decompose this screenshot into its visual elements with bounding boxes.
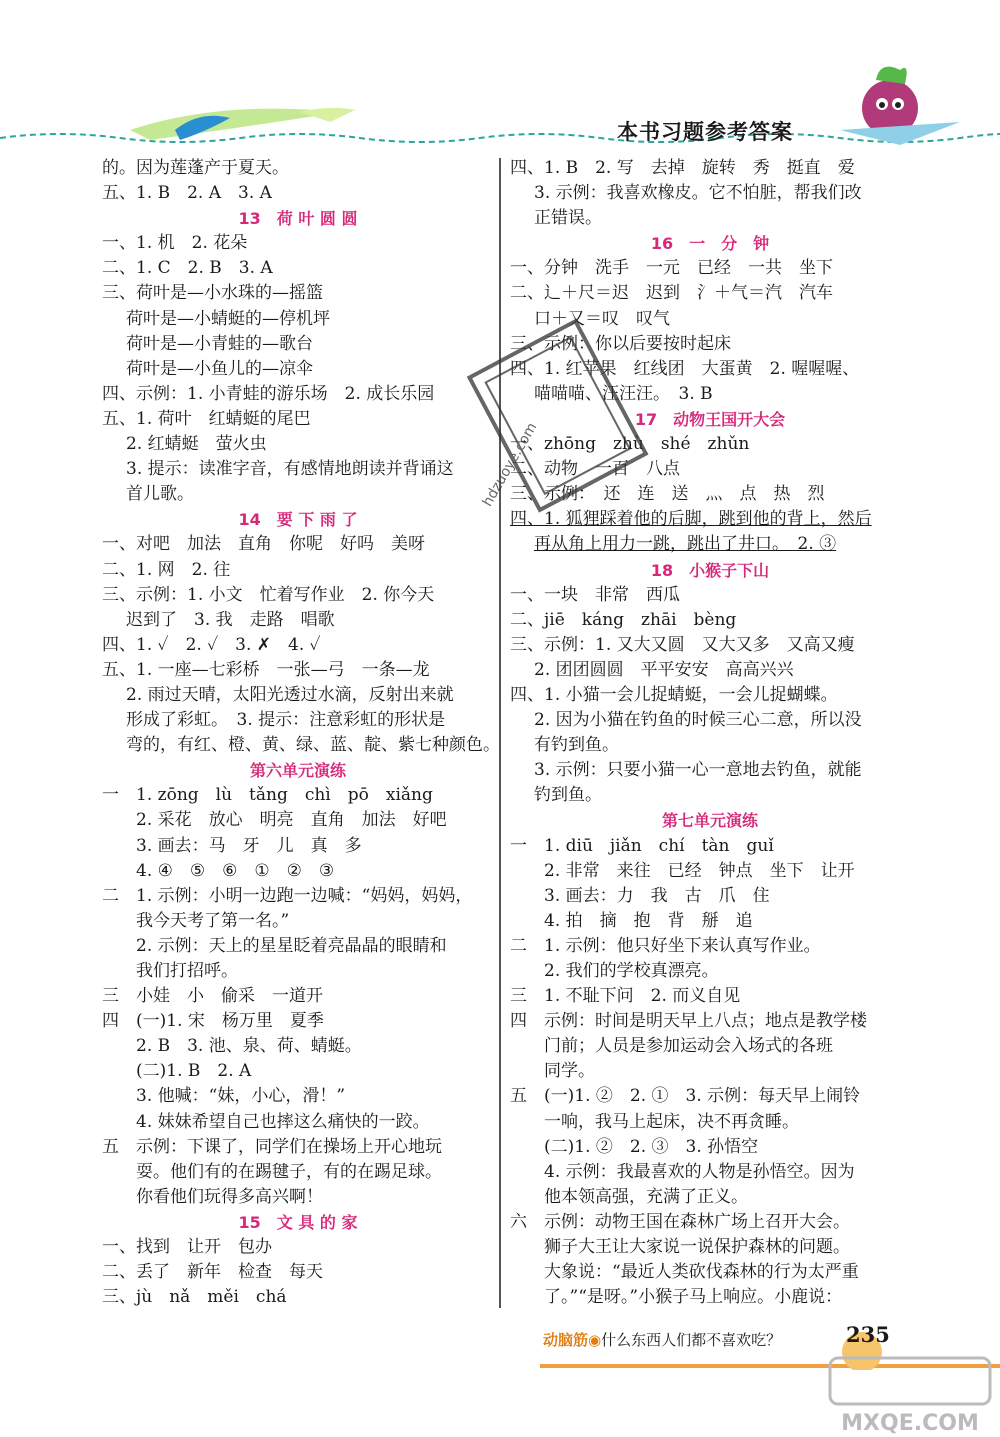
- section-heading: 17 动物王国开大会: [634, 409, 786, 429]
- answer-line: 一、找到 让开 包办: [102, 1237, 272, 1258]
- answer-line: 再从角上用力一跳，跳出了井口。 2. ③: [534, 534, 837, 555]
- answer-line: 三、示例：1. 又大又圆 又大又多 又高又瘦: [510, 634, 855, 655]
- section-heading: 第六单元演练: [249, 761, 346, 781]
- answer-line: 四 示例：时间是明天早上八点；地点是教学楼: [510, 1011, 867, 1032]
- stamp-text: hdzuoye.com: [479, 420, 541, 510]
- answer-line: 狮子大王让大家说一说保护森林的问题。: [544, 1237, 850, 1258]
- answer-line: 三、示例： 还 连 送 灬 点 热 烈: [510, 484, 825, 505]
- answer-line: 三、示例：你以后要按时起床: [510, 333, 731, 354]
- answer-line: 口＋又＝叹 叹气: [534, 308, 670, 329]
- answer-line: 3. 提示：读准字音，有感情地朗读并背诵这: [126, 459, 454, 480]
- answer-line: 形成了彩虹。 3. 提示：注意彩虹的形状是: [126, 710, 446, 731]
- answer-line: 大象说：“最近人类砍伐森林的行为太严重: [544, 1262, 859, 1283]
- answer-line: 二 1. 示例：小明一边跑一边喊：“妈妈，妈妈，: [102, 885, 473, 906]
- answer-line: 一响，我马上起床，决不再贪睡。: [544, 1111, 799, 1132]
- answer-line: 4. ④ ⑤ ⑥ ① ② ③: [136, 860, 335, 881]
- answer-line: 门前；人员是参加运动会入场式的各班: [544, 1036, 833, 1057]
- section-heading: 第七单元演练: [661, 811, 758, 831]
- answer-line: 3. 示例：只要小猫一心一意地去钓鱼，就能: [534, 760, 862, 781]
- answer-line: 一、对吧 加法 直角 你呢 好吗 美呀: [102, 534, 425, 555]
- watermark-text: MXQE.COM: [841, 1411, 979, 1436]
- answer-line: 我们打招呼。: [136, 961, 238, 981]
- answer-line: 一、1. 机 2. 花朵: [102, 233, 248, 254]
- answer-line: 4. 拍 摘 抱 背 掰 追: [544, 910, 753, 931]
- answer-line: 四、1. B 2. 写 去掉 旋转 秀 挺直 爱: [510, 158, 855, 178]
- answer-line: 三、荷叶是—小水珠的—摇篮: [102, 283, 323, 304]
- answer-line: 四、1. ✓ 2. ✓ 3. ✗ 4. ✓: [102, 634, 321, 655]
- answer-line: 二、丢了 新年 检查 每天: [102, 1262, 323, 1283]
- answer-line: 一、一块 非常 西瓜: [510, 584, 680, 605]
- answer-line: 五 示例：下课了，同学们在操场上开心地玩: [102, 1136, 442, 1157]
- answer-line: 荷叶是—小青蛙的—歌台: [126, 333, 313, 354]
- section-heading: 18 小猴子下山: [650, 560, 770, 580]
- answer-line: 2. 团团圆圆 平平安安 高高兴兴: [534, 659, 794, 680]
- answer-line: 3. 示例：我喜欢橡皮。它不怕脏，帮我们改: [534, 183, 862, 204]
- section-heading: 13 荷 叶 圆 圆: [238, 209, 358, 229]
- answer-line: 二、动物 一百 八点: [510, 459, 680, 480]
- answer-line: 二、辶＋尺＝迟 迟到 氵＋气＝汽 汽车: [510, 283, 833, 304]
- answer-line: 荷叶是—小蜻蜓的—停机坪: [126, 308, 330, 329]
- answer-line: 钓到鱼。: [534, 785, 602, 806]
- answer-line: 二、jiē káng zhāi bèng: [510, 609, 737, 630]
- answer-line: 迟到了 3. 我 走路 唱歌: [126, 609, 335, 630]
- answer-line: 五、1. B 2. A 3. A: [102, 183, 272, 204]
- answer-line: 三 小娃 小 偷采 一道开: [102, 986, 323, 1007]
- answer-line: 2. 因为小猫在钓鱼的时候三心二意，所以没: [534, 710, 862, 731]
- answer-line: 五、1. 一座—七彩桥 一张—弓 一条—龙: [102, 659, 430, 680]
- answer-line: 六 示例：动物王国在森林广场上召开大会。: [510, 1211, 850, 1232]
- answer-line: 五 (一)1. ② 2. ① 3. 示例：每天早上闹铃: [510, 1086, 861, 1107]
- answer-line: 了。”“是呀。”小猴子马上响应。小鹿说：: [544, 1287, 843, 1308]
- answer-line: (二)1. B 2. A: [136, 1061, 252, 1082]
- answer-line: 同学。: [544, 1061, 595, 1082]
- answer-line: 四、示例：1. 小青蛙的游乐场 2. 成长乐园: [102, 383, 435, 404]
- answer-line: 他本领高强，充满了正义。: [544, 1186, 748, 1207]
- section-heading: 15 文 具 的 家: [238, 1212, 358, 1232]
- answer-line: 3. 画去：马 牙 儿 真 多: [136, 835, 362, 856]
- answer-line: 的。因为莲蓬产于夏天。: [102, 158, 289, 178]
- answer-line: 一、分钟 洗手 一元 已经 一共 坐下: [510, 258, 833, 279]
- answer-line: 四、1. 红苹果 红线团 大蛋黄 2. 喔喔喔、: [510, 358, 860, 379]
- footer-brand: 动脑筋: [543, 1331, 589, 1349]
- answer-line: 五、1. 荷叶 红蜻蜓的尾巴: [102, 408, 311, 429]
- answer-line: 2. 示例：天上的星星眨着亮晶晶的眼睛和: [136, 935, 447, 956]
- answer-line: (二)1. ② 2. ③ 3. 孙悟空: [544, 1136, 759, 1157]
- answer-line: 弯的，有红、橙、黄、绿、蓝、靛、紫七种颜色。: [126, 735, 500, 756]
- bulb-icon: ◉: [588, 1331, 602, 1349]
- answer-line: 2. 采花 放心 明亮 直角 加法 好吧: [136, 810, 447, 831]
- answer-line: 首儿歌。: [126, 484, 194, 505]
- answer-line: 你看他们玩得多高兴啊！: [136, 1186, 323, 1207]
- answer-line: 荷叶是—小鱼儿的—凉伞: [126, 358, 313, 379]
- footer-riddle: [543, 1329, 781, 1350]
- answer-line: 2. 非常 来往 已经 钟点 坐下 让开: [544, 860, 855, 881]
- answer-line: 3. 他喊：“妹，小心，滑！”: [136, 1086, 346, 1107]
- answer-line: 三、示例：1. 小文 忙着写作业 2. 你今天: [102, 584, 435, 605]
- answer-line: 二、1. 网 2. 往: [102, 559, 231, 580]
- left-column: [102, 156, 500, 1310]
- answer-line: 正错误。: [534, 208, 602, 229]
- answer-line: 4. 示例：我最喜欢的人物是孙悟空。因为: [544, 1161, 855, 1182]
- answer-line: 喵喵喵、汪汪汪。 3. B: [534, 383, 713, 404]
- stamp-watermark: [440, 300, 680, 540]
- answer-line: 四、1. 小猫一会儿捉蜻蜓，一会儿捉蝴蝶。: [510, 684, 838, 705]
- answer-line: 四、1. 狐狸踩着他的后脚，跳到他的背上，然后: [510, 509, 872, 530]
- page-header: [0, 0, 1000, 160]
- answer-line: 四 (一)1. 宋 杨万里 夏季: [102, 1011, 324, 1032]
- header-decoration: [0, 0, 1000, 160]
- page-number: 235: [846, 1322, 890, 1347]
- answer-line: 二、1. C 2. B 3. A: [102, 258, 273, 279]
- header-title: 本书习题参考答案: [617, 120, 793, 144]
- answer-line: 二 1. 示例：他只好坐下来认真写作业。: [510, 935, 821, 956]
- answer-line: 我今天考了第一名。”: [136, 910, 290, 931]
- answer-line: 3. 画去：力 我 古 爪 住: [544, 885, 770, 906]
- site-watermark: [820, 1350, 1000, 1437]
- answer-line: 4. 妹妹希望自己也摔这么痛快的一跤。: [136, 1111, 430, 1132]
- footer-riddle-text: 什么东西人们都不喜欢吃？: [601, 1331, 782, 1349]
- answer-line: 2. 红蜻蜓 萤火虫: [126, 434, 267, 455]
- answer-line: 一、zhōng zhù shé zhǔn: [510, 434, 750, 455]
- answer-line: 有钓到鱼。: [534, 735, 619, 756]
- answer-line: 三 1. 不耻下问 2. 而义自见: [510, 986, 741, 1007]
- answer-line: 一 1. zōng lù tǎng chì pō xiǎng: [102, 785, 433, 806]
- answer-line: 2. 我们的学校真漂亮。: [544, 961, 719, 981]
- answer-line: 2. 雨过天晴，太阳光透过水滴，反射出来就: [126, 684, 454, 705]
- answer-line: 一 1. diū jiǎn chí tàn guǐ: [510, 835, 774, 856]
- answer-line: 耍。他们有的在踢毽子，有的在踢足球。: [136, 1161, 442, 1182]
- section-heading: 16 一 分 钟: [650, 234, 770, 254]
- answer-line: 三、jù nǎ měi chá: [102, 1287, 287, 1308]
- answer-line: 2. B 3. 池、泉、荷、蜻蜓。: [136, 1036, 362, 1057]
- section-heading: 14 要 下 雨 了: [238, 510, 358, 530]
